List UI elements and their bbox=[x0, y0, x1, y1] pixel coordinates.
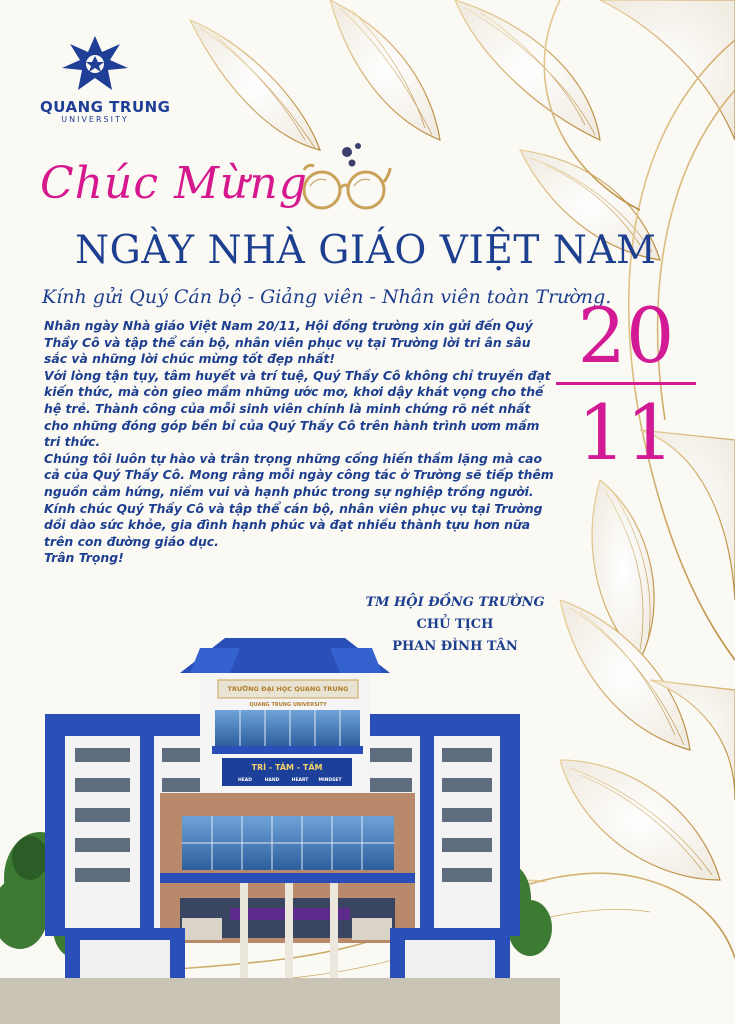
logo-subtitle: UNIVERSITY bbox=[61, 115, 129, 124]
university-building-image bbox=[0, 628, 560, 1024]
letter-paragraph: Với lòng tận tụy, tâm huyết và trí tuệ, Quý Thầy Cô không chỉ truyền đạt kiến thức, mà còn gieo mầm những ước mơ, khơi dậy khát vọng cho thế hệ trẻ. Thành công của mỗi sinh viên chính là minh chứng rõ nét nhất cho những đóng góp bền bỉ của Quý Thầy Cô trên hành trình ươm mầm tri thức. bbox=[44, 367, 551, 450]
main-title: NGÀY NHÀ GIÁO VIỆT NAM bbox=[75, 228, 657, 273]
building-motto: TRÍ - TÂM - TẦM bbox=[251, 763, 323, 772]
letter-closing: Trân Trọng! bbox=[44, 550, 124, 566]
letter-body bbox=[44, 318, 556, 567]
subtitle: Kính gửi Quý Cán bộ - Giảng viên - Nhân viên toàn Trường. bbox=[42, 286, 612, 308]
university-star-logo-icon bbox=[58, 34, 132, 96]
motto-word: HEART bbox=[291, 778, 309, 783]
date-divider bbox=[556, 382, 696, 385]
date-month: 11 bbox=[577, 388, 675, 477]
date-day: 20 bbox=[577, 291, 675, 380]
building-sign-sub: QUANG TRUNG UNIVERSITY bbox=[249, 702, 327, 708]
university-logo bbox=[40, 34, 171, 124]
motto-word: HAND bbox=[264, 778, 280, 783]
signature-line-2: CHỦ TỊCH bbox=[416, 617, 494, 632]
glasses-icon bbox=[300, 140, 392, 222]
greeting-title: Chúc Mừng bbox=[40, 158, 308, 209]
building-sign: TRƯỜNG ĐẠI HỌC QUANG TRUNG bbox=[227, 685, 349, 693]
motto-word: HEAD bbox=[237, 778, 253, 783]
letter-paragraph: Chúng tôi luôn tự hào và trân trọng những cống hiến thầm lặng mà cao cả của Quý Thầy Cô. Mong rằng mỗi ngày công tác ở Trường sẽ tiếp thêm nguồn cảm hứng, niềm vui và hạnh phúc trong sự nghiệp trồng người. bbox=[44, 450, 554, 499]
letter-paragraph: Nhân ngày Nhà giáo Việt Nam 20/11, Hội đồng trường xin gửi đến Quý Thầy Cô và tập thể cán bộ, nhân viên phục vụ tại Trường lời tri ân sâu sắc và những lời chúc mừng tốt đẹp nhất! bbox=[44, 318, 533, 367]
letter-paragraph: Kính chúc Quý Thầy Cô và tập thể cán bộ, nhân viên phục vụ tại Trường dồi dào sức khỏe, gia đình hạnh phúc và đạt nhiều thành tựu hơn nữa trên con đường giáo dục. bbox=[44, 500, 543, 549]
signature-line-3: PHAN ĐÌNH TÂN bbox=[392, 639, 518, 654]
motto-word: MINDSET bbox=[318, 778, 342, 783]
date-block bbox=[556, 291, 696, 477]
signature-line-1: TM HỘI ĐỒNG TRƯỜNG bbox=[365, 595, 545, 610]
logo-name: QUANG TRUNG bbox=[40, 98, 171, 116]
